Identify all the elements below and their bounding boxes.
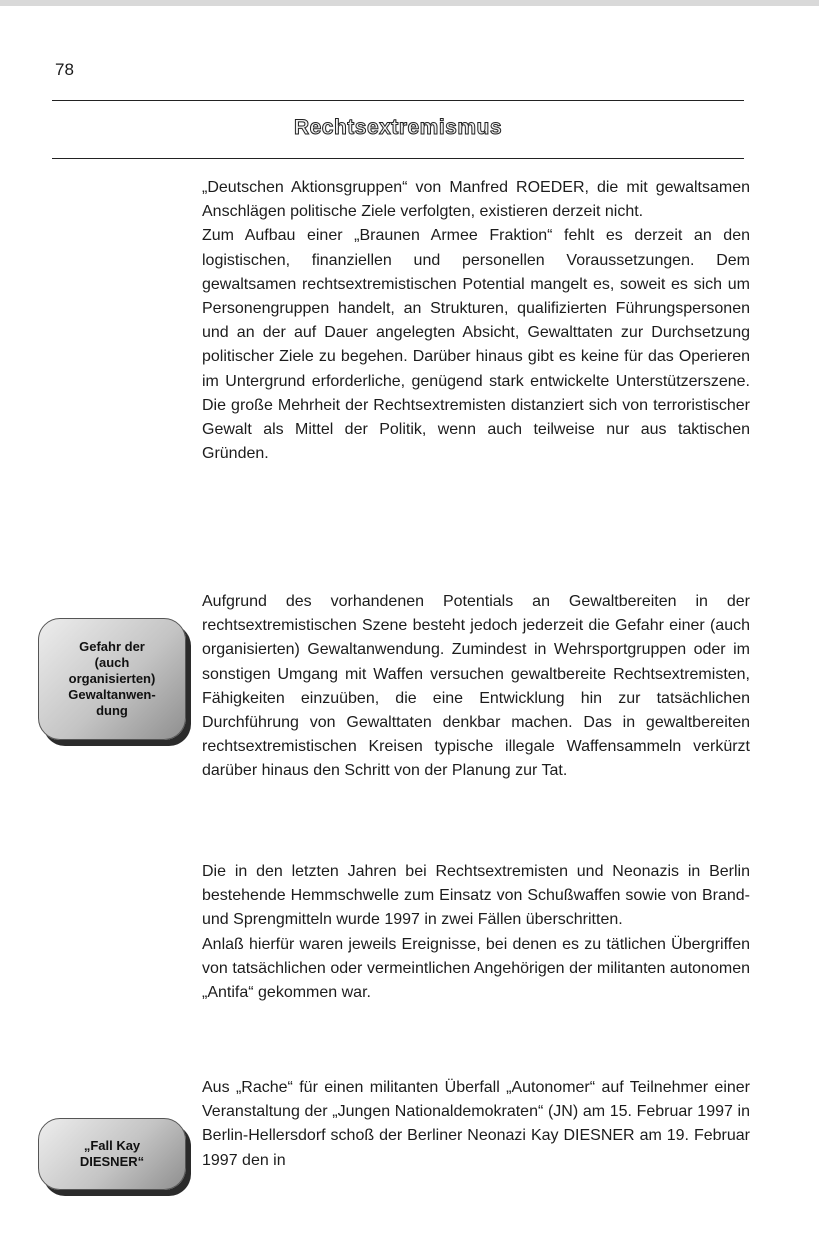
- paragraph: Aus „Rache“ für einen militanten Überfall „Autonomer“ auf Teilnehmer einer Veranstaltung der „Jungen Nationaldemokraten“ (JN) am 15. Februar 1997 in Berlin-Hellersdorf schoß der Berliner Neonazi Kay DIESNER am 19. Februar 1997 den in: [202, 1079, 750, 1169]
- text-block-2: [202, 590, 750, 784]
- paragraph: Anlaß hierfür waren jeweils Ereignisse, bei denen es zu tätlichen Übergriffen von tatsächlichen oder vermeintlichen Angehörigen der militanten autonomen „Antifa“ gekommen war.: [202, 935, 750, 1002]
- section-title: Rechtsextremismus: [293, 116, 503, 139]
- header-rule-top: [52, 100, 744, 101]
- paragraph: Aufgrund des vorhandenen Potentials an Gewaltbereiten in der rechtsextremistischen Szene besteht jedoch jederzeit die Gefahr einer (auch organisierten) Gewaltanwendung. Zumindest in Wehrsportgruppen oder im sonstigen Umgang mit Waffen versuchen gewaltbereite Rechtsextremisten, Fähigkeiten einzuüben, die eine Entwicklung hin zur tatsächlichen Durchführung von Gewalttaten denkbar machen. Das in gewaltbereiten rechtsextremistischen Kreisen typische illegale Waffensammeln verkürzt darüber hinaus den Schritt von der Planung zur Tat.: [202, 593, 750, 780]
- header-rule-bottom: [52, 158, 744, 159]
- scan-edge: [0, 0, 819, 6]
- text-block-1: [202, 176, 750, 466]
- paragraph: „Deutschen Aktionsgruppen“ von Manfred ROEDER, die mit gewaltsamen Anschlägen politische Ziele verfolgten, existieren derzeit nicht.: [202, 179, 750, 221]
- margin-note-fall-kay-diesner: „Fall Kay DIESNER“: [38, 1118, 186, 1190]
- margin-note-gewaltanwendung: Gefahr der (auch organisierten) Gewaltanwen- dung: [38, 618, 186, 740]
- paragraph: Zum Aufbau einer „Braunen Armee Fraktion“ fehlt es derzeit an den logistischen, finanziellen und personellen Voraussetzungen. Dem gewaltsamen rechtsextremistischen Potential mangelt es, soweit es sich um Personengruppen handelt, an Strukturen, qualifizierten Führungspersonen und an der auf Dauer angelegten Absicht, Gewalttaten zur Durchsetzung politischer Ziele zu begehen. Darüber hinaus gibt es keine für das Operieren im Untergrund erforderliche, genügend stark entwickelte Unterstützerszene. Die große Mehrheit der Rechtsextremisten distanziert sich von terroristischer Gewalt als Mittel der Politik, wenn auch teilweise nur aus taktischen Gründen.: [202, 227, 750, 463]
- text-block-4: [202, 1076, 750, 1173]
- paragraph: Die in den letzten Jahren bei Rechtsextremisten und Neonazis in Berlin bestehende Hemmschwelle zum Einsatz von Schußwaffen sowie von Brand- und Sprengmitteln wurde 1997 in zwei Fällen überschritten.: [202, 863, 750, 929]
- text-block-3: [202, 860, 750, 1005]
- page-number: 78: [55, 60, 74, 79]
